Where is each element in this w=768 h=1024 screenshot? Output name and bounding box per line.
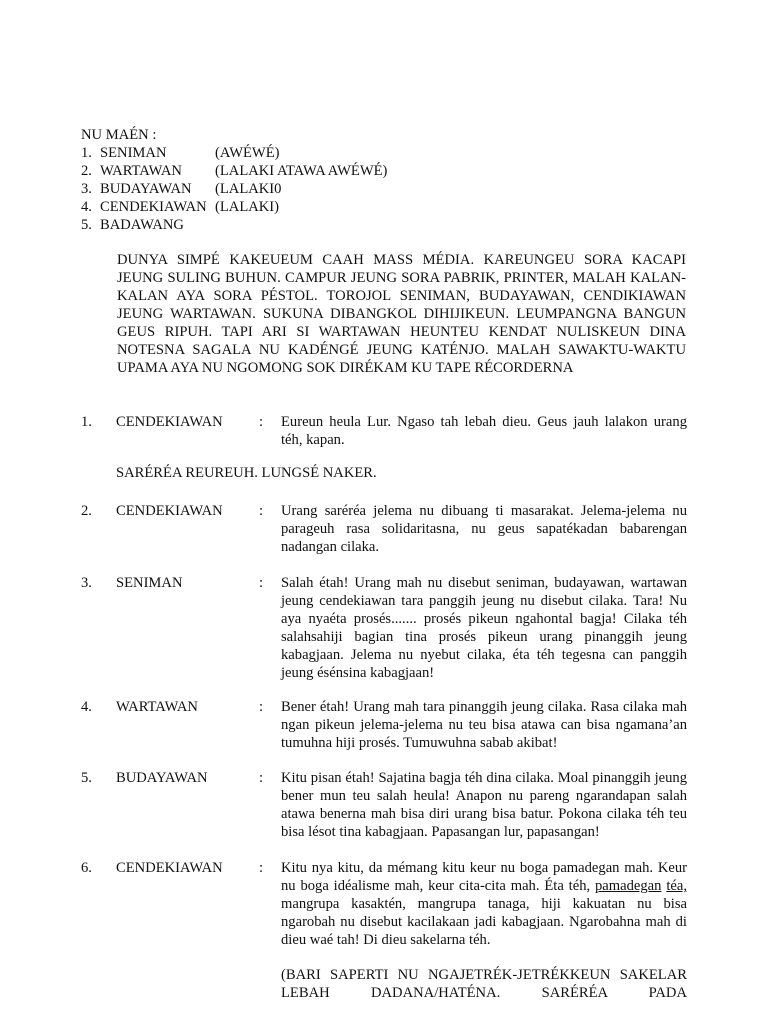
stage-direction: SARÉRÉA REUREUH. LUNGSÉ NAKER. xyxy=(116,465,377,481)
dialog-speaker: CENDEKIAWAN xyxy=(116,414,223,430)
dialog-number: 6. xyxy=(81,860,92,876)
dialog-text: Kitu pisan étah! Sajatina bagja téh dina cilaka. Moal pinanggih jeung bener mun teu salah heula! Anapon nu pareng ngarandapan salah atawa benerna mah bisa diri urang bisa batur. Pokona cilaka téh teu bisa lésot tina kabagjaan. Papasangan lur, papasangan! xyxy=(281,770,687,840)
dialog-speaker: BUDAYAWAN xyxy=(116,770,208,786)
dialog-speaker: CENDEKIAWAN xyxy=(116,503,223,519)
cast-item-name: BUDAYAWAN xyxy=(100,181,192,197)
dialog-number: 4. xyxy=(81,699,92,715)
cast-title: NU MAÉN : xyxy=(81,127,157,143)
dialog-text-part: mangrupa kasaktén, mangrupa tanaga, hiji kakuatan nu bisa ngarobah nu disebut kacilakaan jadi kabagjaan. Ngarobahna mah di dieu waé tah! Di dieu sakelarna téh. xyxy=(281,896,687,948)
dialog-entry xyxy=(81,859,687,949)
dialog-colon: : xyxy=(259,575,264,591)
dialog-speaker: SENIMAN xyxy=(116,575,183,591)
dialog-text: Urang saréréa jelema nu dibuang ti masarakat. Jelema-jelema nu parageuh rasa solidaritasna, nu geus sapatékadan babarengan nadangan cilaka. xyxy=(281,503,687,555)
dialog-entry xyxy=(81,698,687,752)
dialog-number: 3. xyxy=(81,575,92,591)
cast-item xyxy=(81,144,701,162)
dialog-text: Eureun heula Lur. Ngaso tah lebah dieu. Geus jauh lalakon urang téh, kapan. xyxy=(281,414,687,448)
dialog-colon: : xyxy=(259,699,264,715)
cast-item xyxy=(81,180,701,198)
dialog-entry xyxy=(81,413,687,449)
cast-item-gender: (AWÉWÉ) xyxy=(215,145,280,161)
cast-item-name: WARTAWAN xyxy=(100,163,182,179)
cast-item-name: BADAWANG xyxy=(100,217,184,233)
dialog-text: Salah étah! Urang mah nu disebut seniman, budayawan, wartawan jeung cendekiawan tara panggih jeung nu disebut cilaka. Tara! Nu aya nyaéta prosés....... prosés pikeun ngahontal bagja! Cilaka téh salahsahiji bagian tina prosés pikeun urang pinanggih jeung kabagjaan. Jelema nu nyebut cilaka, éta téh tegesna can panggih jeung ésénsina kabagjaan! xyxy=(281,575,687,681)
dialog-speaker: CENDEKIAWAN xyxy=(116,860,223,876)
cast-item xyxy=(81,216,701,234)
underlined-word: téa, xyxy=(666,878,687,894)
underlined-word: pamadegan xyxy=(595,878,662,894)
cast-item-name: CENDEKIAWAN xyxy=(100,199,207,215)
cast-item-number: 5. xyxy=(81,217,92,233)
intro-paragraph: DUNYA SIMPÉ KAKEUEUM CAAH MASS MÉDIA. KAREUNGEU SORA KACAPI JEUNG SULING BUHUN. CAMPUR JEUNG SORA PABRIK, PRINTER, MALAH KALAN-KALAN AYA SORA PÉSTOL. TOROJOL SENIMAN, BUDAYAWAN, CENDIKIAWAN JEUNG WARTAWAN. SUKUNA DIBANGKOL DIHIJIKEUN. LEUMPANGNA BANGUN GEUS RIPUH. TAPI ARI SI WARTAWAN HEUNTEU KENDAT NULISKEUN DINA NOTESNA SAGALA NU KADÉNGÉ JEUNG KATÉNJO. MALAH SAWAKTU-WAKTU UPAMA AYA NU NGOMONG SOK DIRÉKAM KU TAPE RÉCORDERNA xyxy=(117,252,686,376)
dialog-number: 5. xyxy=(81,770,92,786)
cast-item-number: 3. xyxy=(81,181,92,197)
cast-item xyxy=(81,162,701,180)
cast-item-number: 4. xyxy=(81,199,92,215)
dialog-text: Bener étah! Urang mah tara pinanggih jeung cilaka. Rasa cilaka mah ngan pikeun jelema-jelema nu teu bisa atawa can bisa ngamana’an tumuhna hiji prosés. Tumuwuhna sabab akibat! xyxy=(281,699,687,751)
cast-item xyxy=(81,198,701,216)
cast-item-name: SENIMAN xyxy=(100,145,167,161)
dialog-entry xyxy=(81,574,687,682)
dialog-entry xyxy=(81,769,687,841)
dialog-colon: : xyxy=(259,770,264,786)
dialog-colon: : xyxy=(259,503,264,519)
dialog-colon: : xyxy=(259,414,264,430)
cast-item-number: 1. xyxy=(81,145,92,161)
cast-list xyxy=(81,126,701,234)
cast-item-gender: (LALAKI ATAWA AWÉWÉ) xyxy=(215,163,388,179)
cast-item-number: 2. xyxy=(81,163,92,179)
dialog-text xyxy=(281,859,687,949)
cast-item-gender: (LALAKI) xyxy=(215,199,280,215)
dialog-colon: : xyxy=(259,860,264,876)
cast-item-gender: (LALAKI0 xyxy=(215,181,282,197)
dialog-entry xyxy=(81,502,687,556)
dialog-number: 1. xyxy=(81,414,92,430)
dialog-text-part: Kitu nya kitu, da mémang kitu keur nu boga pamadegan mah. Keur nu boga idéalisme mah, keur cita-cita mah. Éta téh, xyxy=(281,860,687,894)
dialog-number: 2. xyxy=(81,503,92,519)
stage-note: (BARI SAPERTI NU NGAJETRÉK-JETRÉKKEUN SAKELAR LEBAH DADANA/HATÉNA. SARÉRÉA PADA xyxy=(281,967,687,1001)
dialog-speaker: WARTAWAN xyxy=(116,699,198,715)
